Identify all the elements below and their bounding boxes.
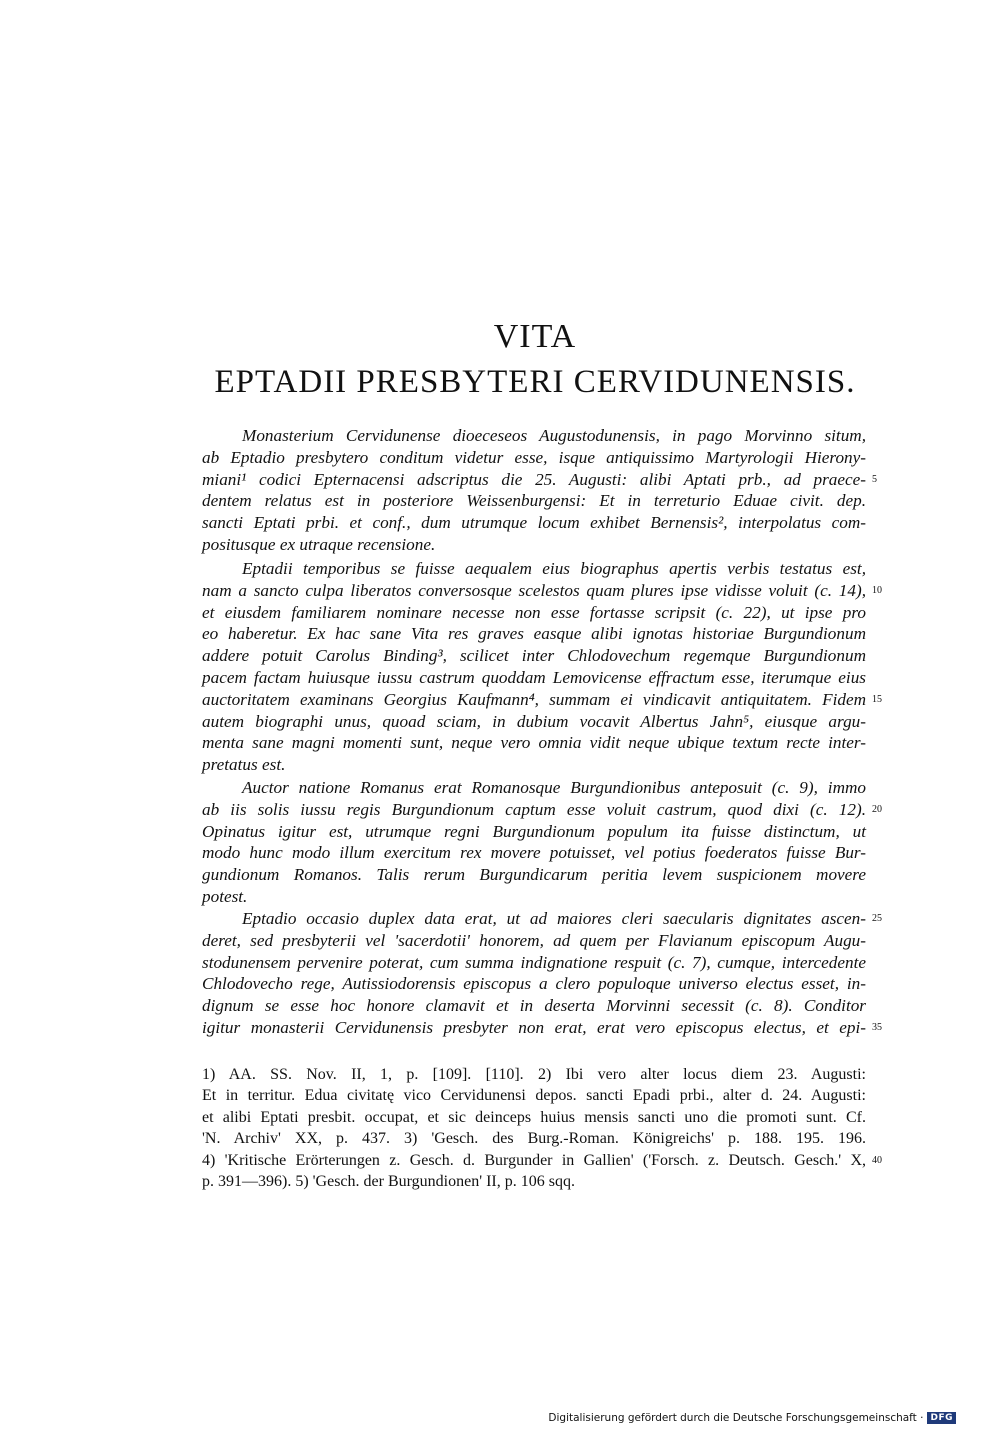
text-line: gundionum Romanos. Talis rerum Burgundicarum peritia levem suspicionem movere bbox=[202, 865, 866, 885]
paragraph-3 bbox=[202, 777, 866, 908]
text-line: addere potuit Carolus Binding³, scilicet inter Chlodovechum regemque Burgundionum bbox=[202, 646, 866, 666]
paragraph-1 bbox=[202, 425, 866, 556]
text-line: Eptadii temporibus se fuisse aequalem eius biographus apertis verbis testatus est, bbox=[242, 559, 866, 578]
footnote-line: p. 391—396). 5) 'Gesch. der Burgundionen' II, p. 106 sqq. bbox=[202, 1172, 575, 1190]
text-line: sancti Eptati prbi. et conf., dum utrumque locum exhibet Bernensis², interpolatus com- bbox=[202, 513, 866, 533]
footnote-line: 4) 'Kritische Erörterungen z. Gesch. d. Burgunder in Gallien' ('Forsch. z. Deutsch. Gesch.' X, bbox=[202, 1151, 866, 1169]
digitization-credit bbox=[548, 1412, 956, 1424]
line-number: 25 bbox=[872, 913, 882, 924]
footnote-line: 'N. Archiv' XX, p. 437. 3) 'Gesch. des Burg.-Roman. Königreichs' p. 188. 195. 196. bbox=[202, 1130, 866, 1148]
text-line: menta sane magni momenti sunt, neque vero omnia vidit neque ubique textum recte inter- bbox=[202, 733, 866, 753]
text-line: nam a sancto culpa liberatos conversosque scelestos quam plures ipse vidisse voluit (c. 14), bbox=[202, 580, 866, 600]
text-line: dignum se esse hoc honore clamavit et in deserta Morvinni secessit (c. 8). Conditor bbox=[202, 996, 866, 1016]
text-line: autem biographi unus, quoad sciam, in dubium vocavit Albertus Jahn⁵, eiusque argu- bbox=[202, 711, 866, 731]
text-line: pacem factam huiusque iussu castrum quoddam Lemovicense effractum esse, iterumque eius bbox=[202, 667, 866, 687]
line-number: 35 bbox=[872, 1022, 882, 1033]
text-line: positusque ex utraque recensione. bbox=[202, 534, 436, 554]
text-line: Chlodovecho rege, Autissiodorensis episcopus a clero populoque universo electus esset, in- bbox=[202, 974, 866, 994]
line-number: 10 bbox=[872, 585, 882, 596]
text-line: et eiusdem familiarem nominare necesse non esse fortasse scripsit (c. 22), ut ipse pro bbox=[202, 602, 866, 622]
text-line: Eptadio occasio duplex data erat, ut ad maiores cleri saecularis dignitates ascen- bbox=[242, 909, 866, 928]
text-line: Auctor natione Romanus erat Romanosque Burgundionibus anteposuit (c. 9), immo bbox=[242, 778, 866, 797]
paragraph-2 bbox=[202, 558, 866, 776]
title-line-1: VITA bbox=[493, 318, 577, 355]
text-line: eo haberetur. Ex hac sane Vita res graves easque alibi ignotas historiae Burgundionum bbox=[202, 624, 866, 644]
footnote-line: et alibi Eptati presbit. occupat, et sic deinceps huius mensis sancti uno die promoti sunt. Cf. bbox=[202, 1108, 866, 1126]
text-line: potest. bbox=[202, 886, 248, 906]
text-line: auctoritatem examinans Georgius Kaufmann⁴, summam ei vindicavit antiquitatem. Fidem bbox=[202, 689, 866, 709]
footnotes bbox=[202, 1064, 866, 1192]
text-line: modo hunc modo illum exercitum rex movere potuisset, vel potius foederatos fuisse Bur- bbox=[202, 843, 866, 863]
text-line: stodunensem pervenire poterat, cum summa indignatione respuit (c. 7), cumque, intercedente bbox=[202, 952, 866, 972]
text-line: pretatus est. bbox=[202, 755, 286, 775]
text-line: dentem relatus est in posteriore Weissenburgensi: Et in terreturio Eduae civit. dep. bbox=[202, 491, 866, 511]
line-number: 20 bbox=[872, 804, 882, 815]
text-line: ab Eptadio presbytero conditum videtur esse, isque antiquissimo Martyrologii Hierony- bbox=[202, 447, 866, 467]
text-line: igitur monasterii Cervidunensis presbyter non erat, erat vero episcopus electus, et epi- bbox=[202, 1017, 866, 1037]
text-line: miani¹ codici Epternacensi adscriptus die 25. Augusti: alibi Aptati prb., ad praece- bbox=[202, 469, 866, 489]
footnote-line-number: 40 bbox=[872, 1155, 882, 1166]
line-number: 5 bbox=[872, 474, 877, 485]
text-line: Opinatus igitur est, utrumque regni Burgundionum populum ita fuisse distinctum, ut bbox=[202, 821, 866, 841]
text-line: Monasterium Cervidunense dioeceseos Augustodunensis, in pago Morvinno situm, bbox=[242, 426, 866, 445]
text-line: deret, sed presbyterii vel 'sacerdotii' honorem, ad quem per Flavianum episcopum Augu- bbox=[202, 930, 866, 950]
footnote-line: Et in territur. Edua civitatę vico Cervidunensi depos. sancti Epadi prbi., alter d. 24. Augusti: bbox=[202, 1087, 866, 1105]
footnote-line: 1) AA. SS. Nov. II, 1, p. [109]. [110]. 2) Ibi vero alter locus diem 23. Augusti: bbox=[202, 1066, 866, 1083]
line-number: 15 bbox=[872, 694, 882, 705]
text-line: ab iis solis iussu regis Burgundionum captum esse voluit castrum, quod dixi (c. 12). bbox=[202, 799, 866, 819]
title-line-2: EPTADII PRESBYTERI CERVIDUNENSIS. bbox=[214, 364, 856, 400]
dfg-logo-icon: DFG bbox=[927, 1412, 956, 1424]
paragraph-4 bbox=[202, 908, 866, 1039]
credit-text: Digitalisierung gefördert durch die Deutsche Forschungsgemeinschaft · bbox=[548, 1412, 924, 1424]
